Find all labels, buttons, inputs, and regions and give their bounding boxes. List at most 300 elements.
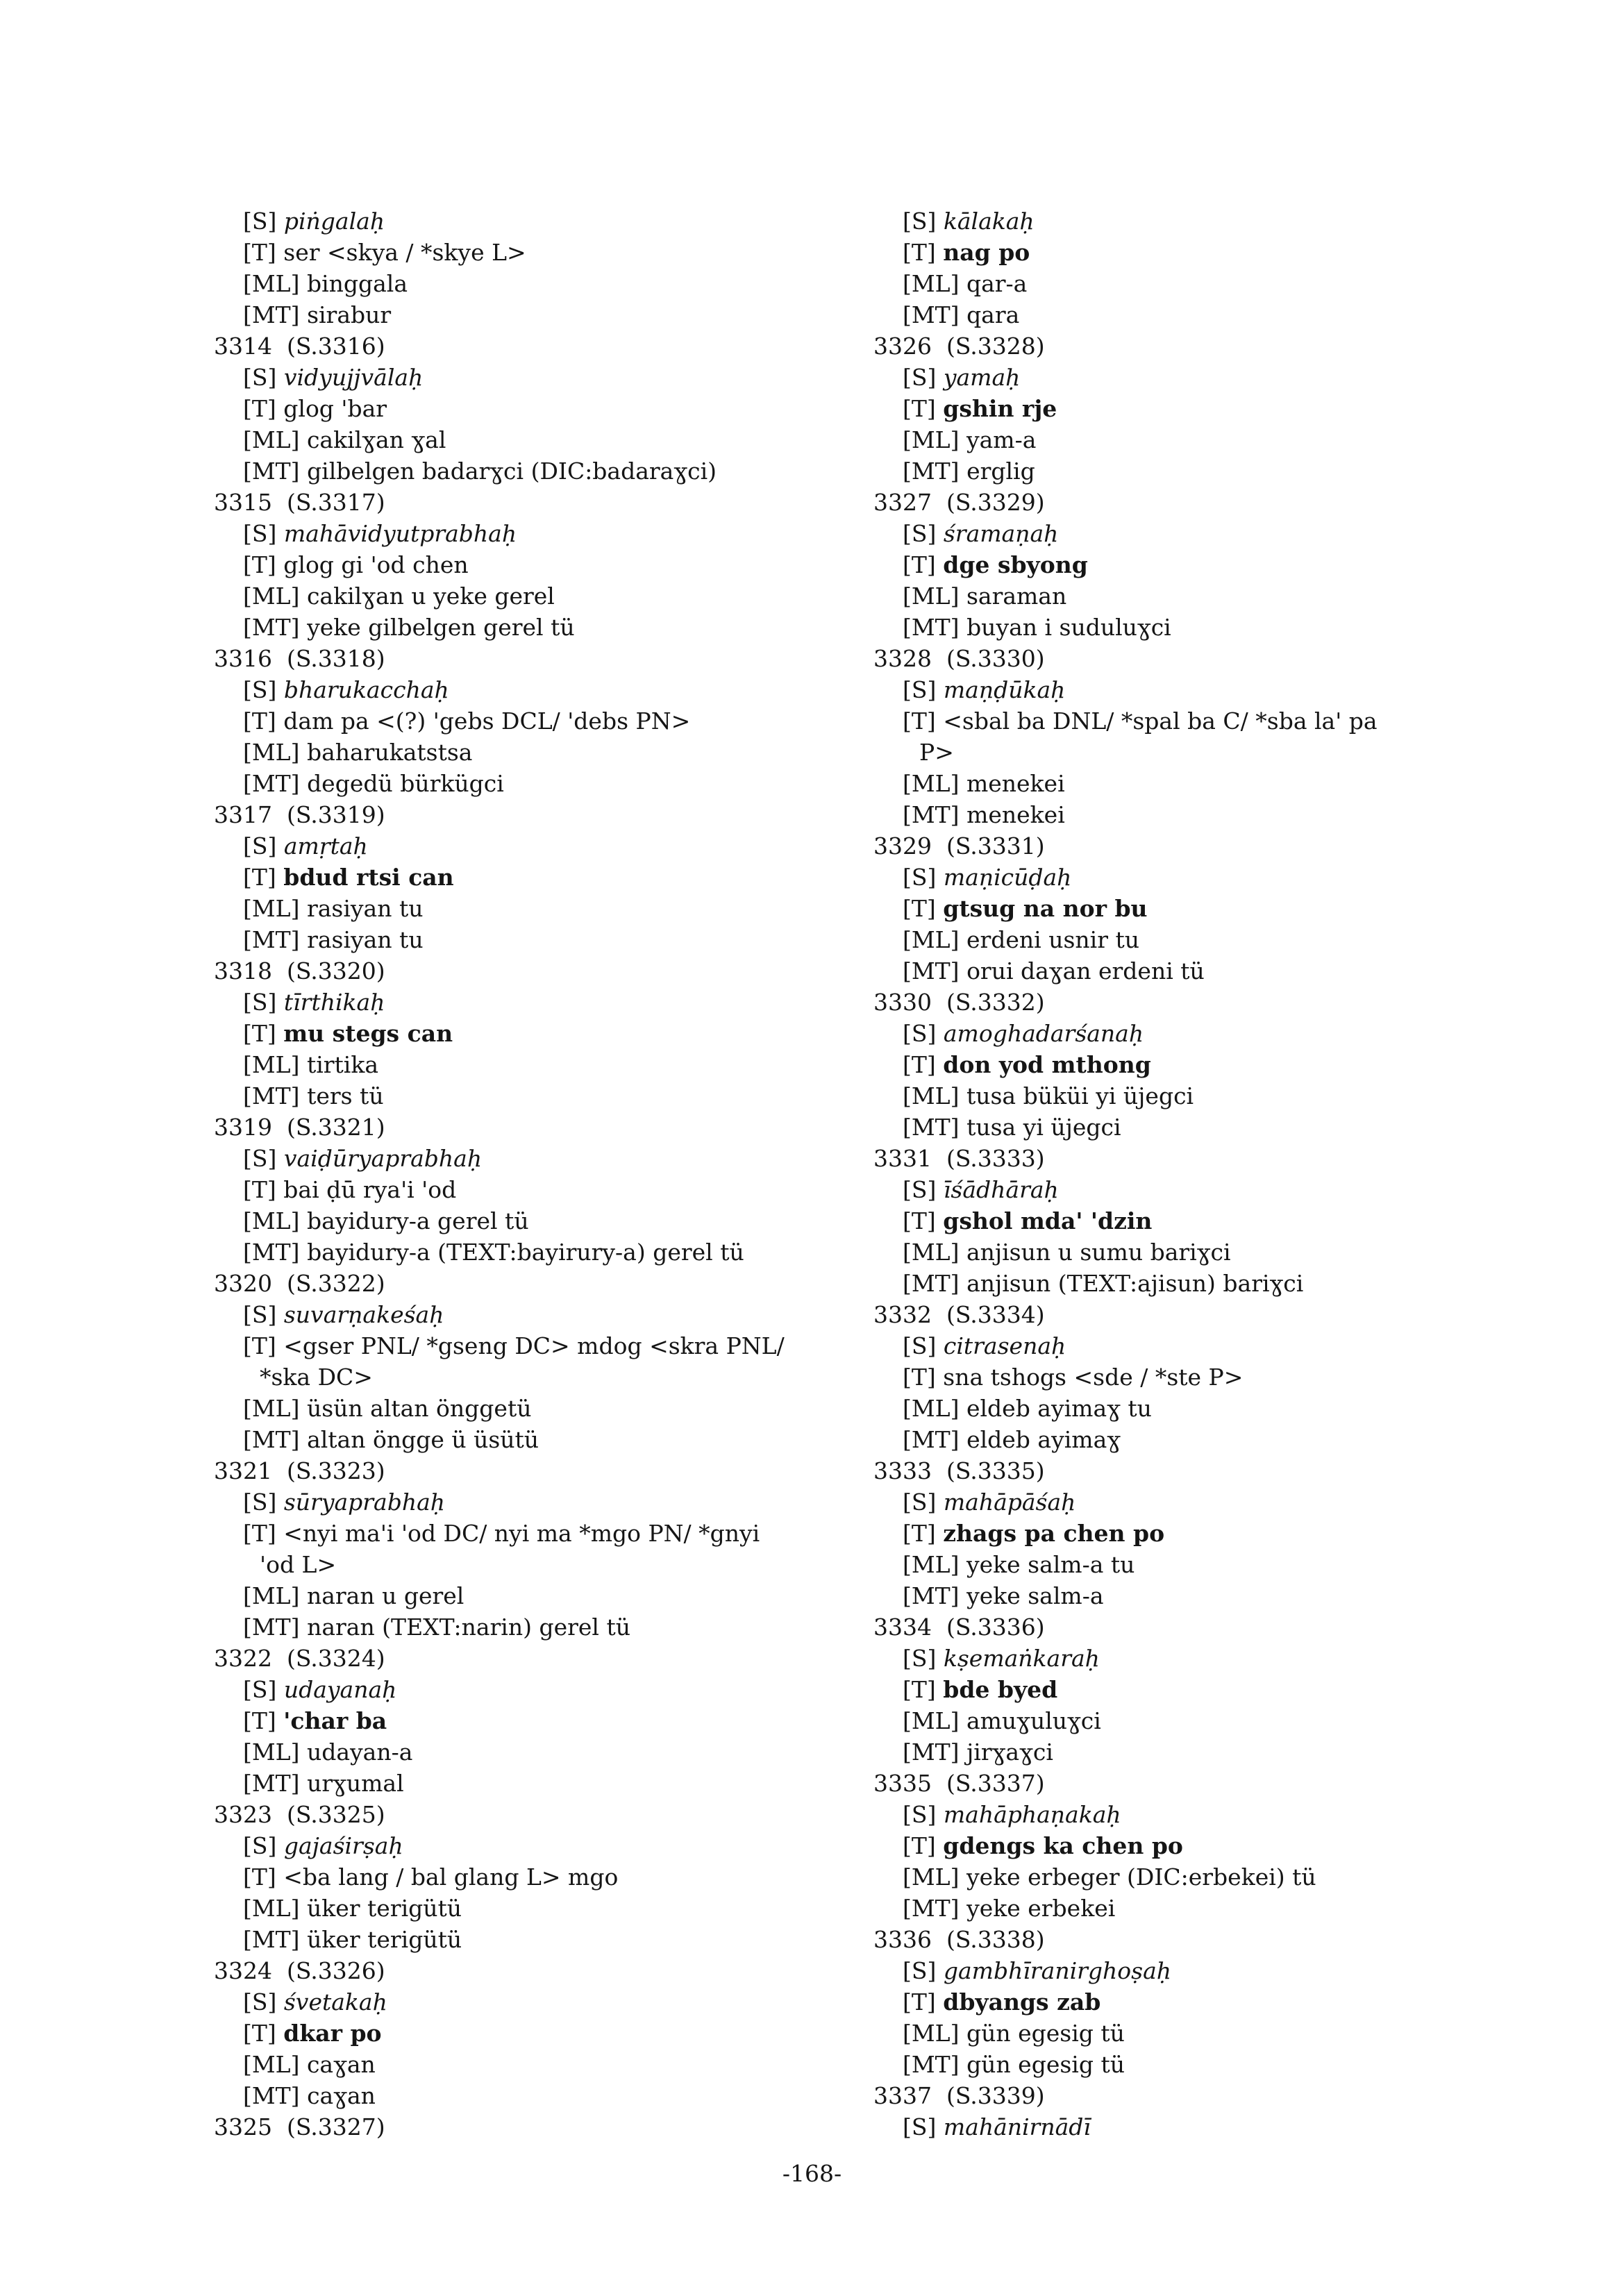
entry-field <box>873 799 1568 830</box>
field-tag: [T] <box>903 1207 936 1234</box>
entry-number: 3315 (S.3317) <box>214 489 385 516</box>
entry-field <box>873 1486 1568 1518</box>
field-value: bharukacchaḥ <box>283 676 449 703</box>
field-value: glog gi 'od chen <box>283 551 469 578</box>
entry-field <box>214 987 839 1018</box>
entry-number: 3318 (S.3320) <box>214 957 385 984</box>
field-value: menekei <box>966 801 1065 828</box>
entry-field <box>214 237 839 268</box>
entry-field <box>873 955 1568 987</box>
field-value: orui daɣan erdeni tü <box>966 957 1205 984</box>
field-value: qar-a <box>966 270 1028 297</box>
entry-field <box>214 1893 839 1924</box>
field-value: zhags pa chen po <box>943 1520 1165 1547</box>
entry-continuation: P> <box>919 739 954 766</box>
field-tag: [ML] <box>243 1738 300 1766</box>
entry-field <box>214 1393 839 1424</box>
entry-field <box>214 1768 839 1799</box>
entry-number: 3326 (S.3328) <box>873 333 1045 360</box>
field-value: yeke erbekei <box>966 1895 1116 1922</box>
field-value: buyan i suduluɣci <box>966 614 1171 641</box>
field-tag: [MT] <box>243 301 300 328</box>
entry-number: 3333 (S.3335) <box>873 1457 1045 1484</box>
field-tag: [MT] <box>903 458 960 485</box>
field-value: cakilɣan ɣal <box>306 426 446 453</box>
entry-field <box>214 393 839 424</box>
field-tag: [S] <box>903 676 937 703</box>
entry-field <box>873 1705 1568 1736</box>
entry-field <box>873 1112 1568 1143</box>
field-value: dbyangs zab <box>943 1988 1101 2016</box>
entry-field <box>214 1674 839 1705</box>
field-value: saraman <box>966 583 1067 610</box>
field-value: dam pa <(?) 'gebs DCL/ 'debs PN> <box>283 707 691 735</box>
entry-number: 3314 (S.3316) <box>214 333 385 360</box>
entry-field <box>214 1830 839 1861</box>
entry-field <box>214 612 839 643</box>
field-tag: [MT] <box>243 770 300 797</box>
entry-field <box>873 299 1568 330</box>
field-tag: [MT] <box>243 1770 300 1797</box>
field-value: ser <skya / *skye L> <box>283 239 526 266</box>
field-value: gtsug na nor bu <box>943 895 1148 922</box>
field-tag: [ML] <box>903 426 960 453</box>
field-tag: [MT] <box>243 2082 300 2109</box>
field-value: gilbelgen badarɣci (DIC:badaraɣci) <box>307 458 717 485</box>
entry-field <box>873 674 1568 705</box>
field-value: rasiyan tu <box>307 926 424 953</box>
field-value: don yod mthong <box>943 1051 1151 1078</box>
field-value: udayanaḥ <box>283 1676 397 1703</box>
entry-field <box>873 1674 1568 1705</box>
field-tag: [T] <box>903 1364 936 1391</box>
field-tag: [S] <box>243 1301 277 1328</box>
field-tag: [MT] <box>903 1582 960 1609</box>
field-tag: [MT] <box>243 614 300 641</box>
field-value: udayan-a <box>306 1738 413 1766</box>
field-value: tirtika <box>306 1051 379 1078</box>
entry-number: 3323 (S.3325) <box>214 1801 385 1828</box>
field-tag: [ML] <box>903 1551 960 1578</box>
field-value: sirabur <box>307 301 392 328</box>
field-value: erglig <box>966 458 1035 485</box>
field-value: kṣemaṅkaraḥ <box>943 1645 1100 1672</box>
entry-field <box>873 1955 1568 1986</box>
entry-number: 3321 (S.3323) <box>214 1457 385 1484</box>
entry-field <box>873 1799 1568 1830</box>
field-value: baharukatstsa <box>306 739 473 766</box>
field-tag: [ML] <box>243 895 300 922</box>
field-value: üker terigütü <box>307 1926 462 1953</box>
entry-number: 3317 (S.3319) <box>214 801 385 828</box>
entry-number: 3332 (S.3334) <box>873 1301 1045 1328</box>
entry-field <box>214 362 839 393</box>
field-tag: [MT] <box>243 1926 300 1953</box>
field-tag: [ML] <box>903 270 960 297</box>
field-value: erdeni usnir tu <box>966 926 1139 953</box>
field-tag: [S] <box>243 1832 277 1859</box>
entry-number: 3336 (S.3338) <box>873 1926 1045 1953</box>
field-value: <gser PNL/ *gseng DC> mdog <skra PNL/ <box>283 1332 785 1359</box>
entry-number: 3320 (S.3322) <box>214 1270 385 1297</box>
field-tag: [T] <box>243 707 276 735</box>
field-tag: [S] <box>903 520 937 547</box>
field-tag: [S] <box>243 1489 277 1516</box>
field-tag: [S] <box>903 1645 937 1672</box>
field-tag: [S] <box>243 1988 277 2016</box>
entry-number: 3327 (S.3329) <box>873 489 1045 516</box>
field-value: mu stegs can <box>283 1020 453 1047</box>
entry-field <box>873 518 1568 549</box>
entry-field <box>873 549 1568 580</box>
entry-field <box>873 924 1568 955</box>
entry-field <box>873 1174 1568 1205</box>
entry-field <box>873 580 1568 612</box>
entry-field <box>214 1861 839 1893</box>
field-tag: [S] <box>903 1489 937 1516</box>
field-tag: [MT] <box>243 1426 300 1453</box>
field-tag: [ML] <box>903 770 960 797</box>
field-value: eldeb ayimaɣ <box>966 1426 1121 1453</box>
field-value: naran u gerel <box>306 1582 464 1609</box>
page-number: -168- <box>782 2160 842 2187</box>
entry-field <box>214 705 839 737</box>
field-value: cakilɣan u yeke gerel <box>306 583 555 610</box>
entry-field <box>214 1611 839 1643</box>
field-tag: [S] <box>243 989 277 1016</box>
entry-number: 3334 (S.3336) <box>873 1614 1045 1641</box>
entry-field <box>873 2049 1568 2080</box>
field-value: mahāphaṇakaḥ <box>943 1801 1121 1828</box>
entry-field <box>873 1893 1568 1924</box>
entry-field <box>873 705 1568 737</box>
entry-field <box>873 1205 1568 1237</box>
field-value: piṅgalaḥ <box>283 208 385 235</box>
field-value: altan öngge ü üsütü <box>307 1426 539 1453</box>
field-value: jirɣaɣci <box>966 1738 1053 1766</box>
field-value: citrasenaḥ <box>943 1332 1066 1359</box>
entry-number: 3331 (S.3333) <box>873 1145 1045 1172</box>
field-value: śramaṇaḥ <box>943 520 1059 547</box>
entry-field <box>873 2111 1568 2143</box>
field-value: yeke salm-a <box>966 1582 1104 1609</box>
entry-field <box>214 893 839 924</box>
entry-number: 3328 (S.3330) <box>873 645 1045 672</box>
entry-field <box>214 1518 839 1549</box>
field-value: bayidury-a gerel tü <box>306 1207 529 1234</box>
field-tag: [T] <box>903 1988 936 2016</box>
field-tag: [T] <box>243 1520 276 1547</box>
field-value: śvetakaḥ <box>283 1988 387 2016</box>
entry-field <box>873 862 1568 893</box>
entry-field <box>873 1268 1568 1299</box>
field-tag: [S] <box>243 520 277 547</box>
field-value: gajaśirṣaḥ <box>283 1832 403 1859</box>
field-tag: [T] <box>243 395 276 422</box>
entry-number: 3324 (S.3326) <box>214 1957 385 1984</box>
field-tag: [S] <box>903 1957 937 1984</box>
field-value: anjisun u sumu bariɣci <box>966 1239 1231 1266</box>
field-tag: [MT] <box>903 957 960 984</box>
field-value: gün egesig tü <box>966 2051 1125 2078</box>
field-tag: [ML] <box>243 270 300 297</box>
entry-number: 3330 (S.3332) <box>873 989 1045 1016</box>
field-tag: [T] <box>243 1707 276 1734</box>
field-tag: [MT] <box>243 926 300 953</box>
entry-field <box>873 893 1568 924</box>
field-tag: [ML] <box>243 583 300 610</box>
entry-field <box>214 206 839 237</box>
field-value: amuɣuluɣci <box>966 1707 1101 1734</box>
field-tag: [ML] <box>243 2051 300 2078</box>
entry-field <box>873 1237 1568 1268</box>
entry-field <box>214 1924 839 1955</box>
entry-field <box>873 424 1568 455</box>
field-tag: [T] <box>243 1863 276 1891</box>
field-value: nag po <box>943 239 1030 266</box>
entry-number: 3316 (S.3318) <box>214 645 385 672</box>
field-value: üker terigütü <box>306 1895 462 1922</box>
entry-field <box>873 1361 1568 1393</box>
field-value: mahāpāśaḥ <box>943 1489 1076 1516</box>
field-tag: [MT] <box>243 458 300 485</box>
field-value: binggala <box>306 270 408 297</box>
field-value: maṇicūḍaḥ <box>943 864 1072 891</box>
field-tag: [MT] <box>903 801 960 828</box>
entry-field <box>873 2018 1568 2049</box>
field-tag: [T] <box>903 1051 936 1078</box>
field-value: gün egesig tü <box>966 2020 1125 2047</box>
field-tag: [T] <box>243 1176 276 1203</box>
field-tag: [S] <box>903 208 937 235</box>
field-value: suvarṇakeśaḥ <box>283 1301 444 1328</box>
field-tag: [S] <box>903 864 937 891</box>
field-tag: [ML] <box>243 739 300 766</box>
field-value: amṛtaḥ <box>283 832 368 860</box>
entry-field <box>214 2049 839 2080</box>
field-value: yeke gilbelgen gerel tü <box>307 614 575 641</box>
field-value: gdengs ka chen po <box>943 1832 1183 1859</box>
entry-field <box>214 1580 839 1611</box>
field-value: mahāvidyutprabhaḥ <box>283 520 517 547</box>
field-value: urɣumal <box>307 1770 404 1797</box>
field-tag: [T] <box>243 2020 276 2047</box>
entry-field <box>873 237 1568 268</box>
field-tag: [S] <box>243 364 277 391</box>
entry-field <box>873 1861 1568 1893</box>
entry-field <box>214 1986 839 2018</box>
entry-field <box>214 1736 839 1768</box>
entry-continuation: 'od L> <box>260 1551 337 1578</box>
entry-field <box>214 2080 839 2111</box>
field-tag: [S] <box>903 1801 937 1828</box>
field-value: üsün altan önggetü <box>306 1395 532 1422</box>
field-value: vaiḍūryaprabhaḥ <box>283 1145 483 1172</box>
entry-field <box>873 1518 1568 1549</box>
field-value: bde byed <box>943 1676 1058 1703</box>
field-tag: [T] <box>903 1832 936 1859</box>
field-tag: [T] <box>903 395 936 422</box>
field-tag: [MT] <box>903 614 960 641</box>
entry-field <box>214 424 839 455</box>
field-tag: [MT] <box>903 1738 960 1766</box>
entry-field <box>873 393 1568 424</box>
field-tag: [T] <box>243 1020 276 1047</box>
entry-field <box>214 737 839 768</box>
field-value: anjisun (TEXT:ajisun) bariɣci <box>966 1270 1304 1297</box>
entry-field <box>214 2018 839 2049</box>
field-value: yeke salm-a tu <box>966 1551 1135 1578</box>
entry-field <box>214 1080 839 1112</box>
field-value: bayidury-a (TEXT:bayirury-a) gerel tü <box>307 1239 744 1266</box>
entry-number: 3329 (S.3331) <box>873 832 1045 860</box>
entry-field <box>873 1424 1568 1455</box>
entry-number: 3325 (S.3327) <box>214 2113 385 2140</box>
field-value: <ba lang / bal glang L> mgo <box>283 1863 619 1891</box>
field-value: caɣan <box>306 2051 376 2078</box>
entry-field <box>214 268 839 299</box>
field-tag: [ML] <box>243 1582 300 1609</box>
field-tag: [S] <box>903 1020 937 1047</box>
entry-field <box>873 362 1568 393</box>
entry-field <box>873 1643 1568 1674</box>
entry-field <box>214 924 839 955</box>
entry-field <box>873 1393 1568 1424</box>
field-value: caɣan <box>307 2082 376 2109</box>
entry-field <box>873 1080 1568 1112</box>
field-value: dkar po <box>283 2020 382 2047</box>
entry-field <box>873 1330 1568 1361</box>
entry-field <box>214 862 839 893</box>
field-tag: [MT] <box>243 1082 300 1109</box>
field-value: degedü bürkügci <box>307 770 504 797</box>
field-tag: [ML] <box>903 1863 960 1891</box>
entry-field <box>214 1237 839 1268</box>
field-tag: [S] <box>243 676 277 703</box>
field-tag: [S] <box>903 1332 937 1359</box>
field-value: ters tü <box>307 1082 384 1109</box>
field-tag: [ML] <box>903 1082 960 1109</box>
entry-field <box>214 1205 839 1237</box>
entry-field <box>214 1330 839 1361</box>
field-tag: [T] <box>903 239 936 266</box>
field-tag: [T] <box>903 895 936 922</box>
field-tag: [ML] <box>903 2020 960 2047</box>
field-value: vidyujjvālaḥ <box>283 364 424 391</box>
field-value: tīrthikaḥ <box>283 989 385 1016</box>
field-value: dge sbyong <box>943 551 1088 578</box>
field-tag: [S] <box>903 1176 937 1203</box>
field-value: 'char ba <box>283 1707 387 1734</box>
field-value: sūryaprabhaḥ <box>283 1489 446 1516</box>
field-tag: [ML] <box>903 1239 960 1266</box>
entry-field <box>214 580 839 612</box>
entry-field <box>214 768 839 799</box>
field-tag: [T] <box>903 707 936 735</box>
entry-field <box>873 1736 1568 1768</box>
entry-field <box>214 1049 839 1080</box>
entry-field <box>873 768 1568 799</box>
field-tag: [S] <box>243 1676 277 1703</box>
field-tag: [MT] <box>903 1270 960 1297</box>
entry-field <box>873 612 1568 643</box>
entry-field <box>214 1424 839 1455</box>
field-tag: [ML] <box>243 1895 300 1922</box>
field-tag: [T] <box>243 1332 276 1359</box>
field-value: <sbal ba DNL/ *spal ba C/ *sba la' pa <box>943 707 1378 735</box>
field-value: bdud rtsi can <box>283 864 454 891</box>
field-tag: [S] <box>903 2113 937 2140</box>
field-value: eldeb ayimaɣ tu <box>966 1395 1152 1422</box>
left-column <box>214 206 839 2143</box>
entry-field <box>214 1143 839 1174</box>
entry-field <box>214 455 839 487</box>
entry-continuation: *ska DC> <box>260 1364 373 1391</box>
field-value: kālakaḥ <box>943 208 1035 235</box>
field-tag: [MT] <box>903 2051 960 2078</box>
entry-field <box>214 1018 839 1049</box>
field-tag: [MT] <box>903 1426 960 1453</box>
field-tag: [T] <box>903 1676 936 1703</box>
entry-number: 3335 (S.3337) <box>873 1770 1045 1797</box>
entry-field <box>873 1018 1568 1049</box>
field-tag: [MT] <box>243 1239 300 1266</box>
field-value: gambhīranirghoṣaḥ <box>943 1957 1172 1984</box>
field-tag: [S] <box>903 364 937 391</box>
field-value: tusa yi üjegci <box>966 1114 1121 1141</box>
field-tag: [ML] <box>903 1395 960 1422</box>
field-value: menekei <box>966 770 1065 797</box>
field-tag: [T] <box>243 864 276 891</box>
field-value: bai ḍū rya'i 'od <box>283 1176 457 1203</box>
field-value: mahānirnādī <box>943 2113 1091 2140</box>
entry-number: 3322 (S.3324) <box>214 1645 385 1672</box>
right-column <box>873 206 1568 2143</box>
entry-field <box>873 1986 1568 2018</box>
field-value: sna tshogs <sde / *ste P> <box>943 1364 1244 1391</box>
field-value: qara <box>966 301 1020 328</box>
field-tag: [ML] <box>243 426 300 453</box>
field-tag: [MT] <box>903 301 960 328</box>
entry-field <box>873 455 1568 487</box>
field-tag: [ML] <box>903 583 960 610</box>
field-tag: [ML] <box>903 926 960 953</box>
entry-field <box>214 549 839 580</box>
field-tag: [S] <box>243 1145 277 1172</box>
field-value: rasiyan tu <box>306 895 424 922</box>
field-tag: [T] <box>903 551 936 578</box>
entry-field <box>214 830 839 862</box>
field-value: naran (TEXT:narin) gerel tü <box>307 1614 630 1641</box>
field-tag: [MT] <box>243 1614 300 1641</box>
field-value: gshin rje <box>943 395 1057 422</box>
entry-field <box>873 268 1568 299</box>
field-tag: [ML] <box>243 1395 300 1422</box>
field-value: <nyi ma'i 'od DC/ nyi ma *mgo PN/ *gnyi <box>283 1520 760 1547</box>
entry-field <box>214 1174 839 1205</box>
field-tag: [ML] <box>243 1051 300 1078</box>
field-value: īśādhāraḥ <box>943 1176 1059 1203</box>
field-tag: [T] <box>903 1520 936 1547</box>
entry-field <box>873 206 1568 237</box>
field-tag: [S] <box>243 832 277 860</box>
field-tag: [MT] <box>903 1114 960 1141</box>
field-value: amoghadarśanaḥ <box>943 1020 1144 1047</box>
field-value: tusa büküi yi üjegci <box>966 1082 1194 1109</box>
entry-field <box>873 1049 1568 1080</box>
entry-field <box>214 1705 839 1736</box>
entry-field <box>214 1486 839 1518</box>
